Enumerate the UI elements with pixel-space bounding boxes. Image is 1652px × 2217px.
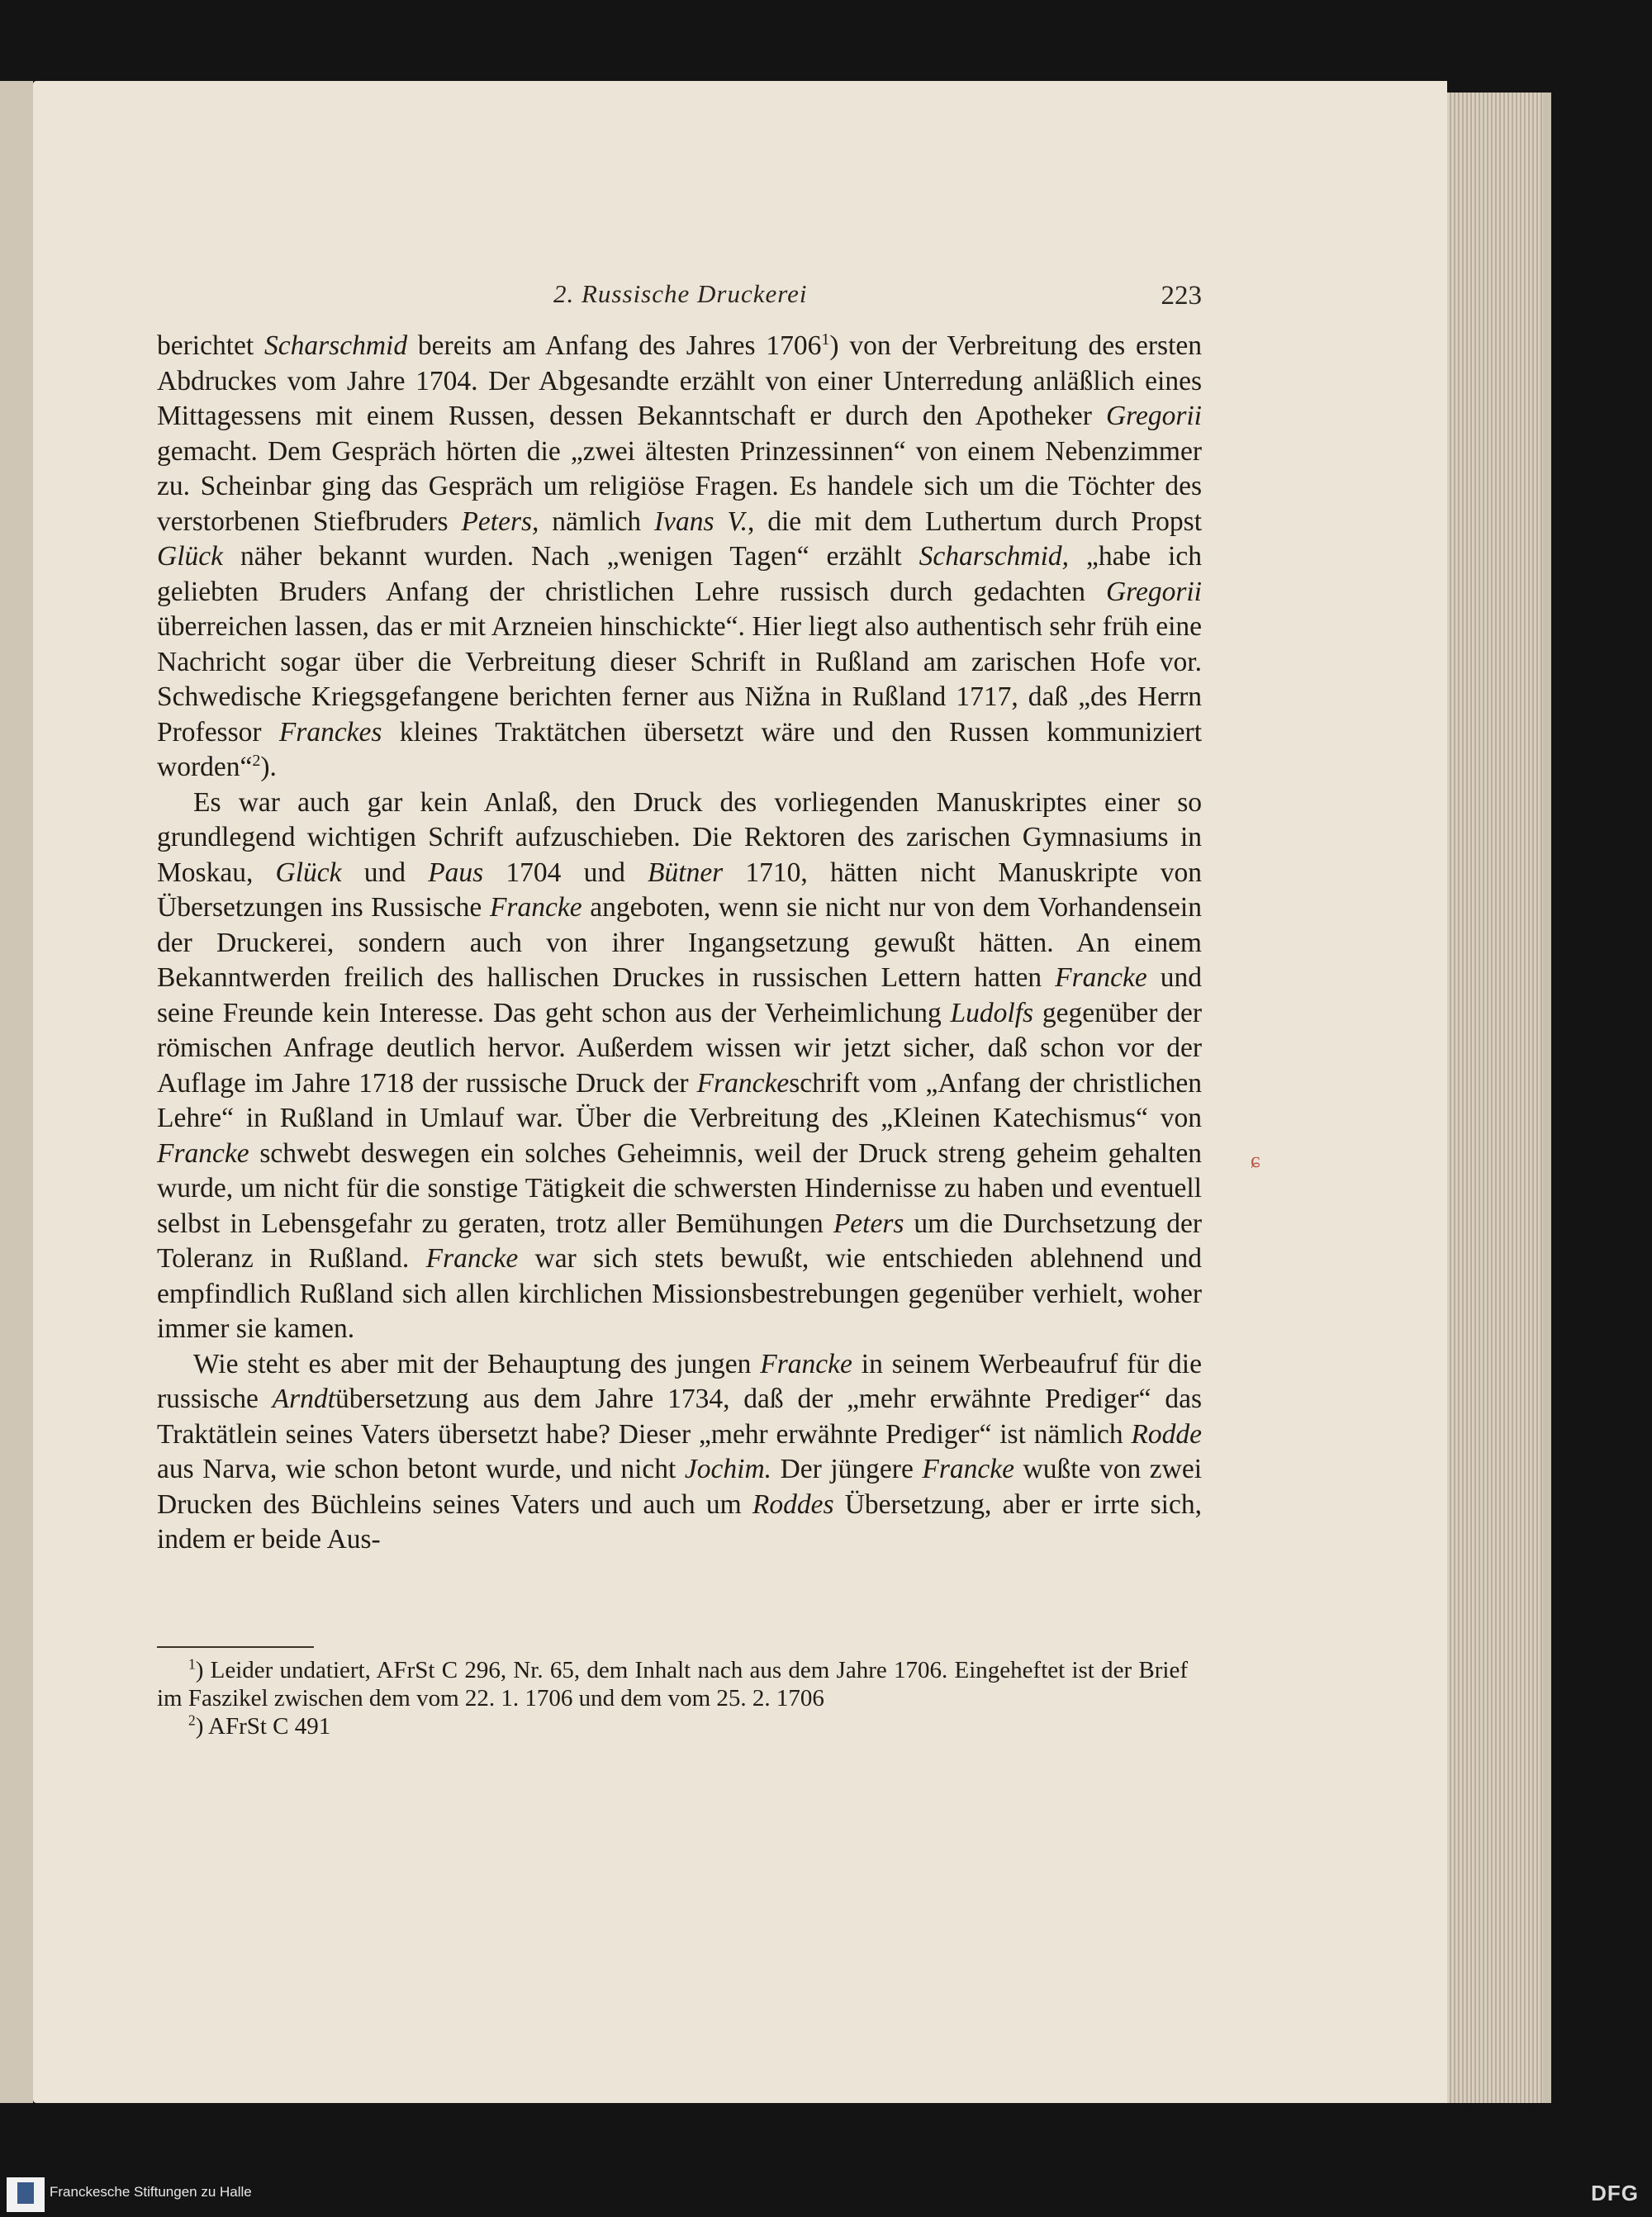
italic-run: Scharschmid, xyxy=(919,541,1070,572)
text-run: schwebt deswegen ein solches Geheimnis, weil der Druck streng geheim gehalten wurde, um nicht für die sonstige Tätigkeit die schwersten Hindernisse zu haben und eventuell selbst in Lebensgefahr zu geraten, trotz aller Bemühungen xyxy=(157,1137,1202,1239)
italic-run: Bütner xyxy=(648,857,724,888)
footer-bar xyxy=(0,2172,1652,2217)
italic-run: Arndt xyxy=(272,1384,335,1414)
book-gutter xyxy=(0,81,33,2103)
italic-run: Francke xyxy=(696,1067,790,1099)
footnote-text: AFrSt C 491 xyxy=(208,1713,331,1740)
text-run: gemacht. Dem Gespräch hörten die „zwei ältesten Prinzessinnen“ von einem Nebenzimmer zu. Scheinbar ging das Gespräch um religiöse Fragen. Es handele sich um die Töchter des verstorbenen Stiefbruders xyxy=(157,435,1202,537)
italic-run: Francke xyxy=(922,1454,1014,1484)
footer-credit: Franckesche Stiftungen zu Halle xyxy=(50,2184,252,2200)
italic-run: Roddes xyxy=(752,1488,834,1520)
page-edges xyxy=(1447,93,1551,2103)
text-run: , die mit dem Luthertum durch Propst xyxy=(747,506,1202,537)
footnote-ref: 1 xyxy=(821,330,830,349)
text-run: Es war auch gar kein Anlaß, den Druck des vorliegenden Manuskriptes einer so grundlegend wichtigen Schrift aufzuschieben. Die Rektoren des zarischen Gymnasiums in Moskau, xyxy=(157,786,1202,888)
paragraph xyxy=(157,329,1202,786)
text-run: und xyxy=(341,857,429,888)
footnote-rule xyxy=(157,1646,314,1648)
footnote-ref: 2 xyxy=(252,751,261,770)
italic-run: Paus xyxy=(428,857,484,888)
text-run: übersetzung aus dem Jahre 1734, daß der „mehr erwähnte Prediger“ das Traktätlein seines Vaters übersetzt habe? Dieser „mehr erwähnte Prediger“ ist nämlich xyxy=(157,1384,1202,1450)
running-title: 2. Russische Druckerei xyxy=(553,279,808,308)
text-run: 1704 und xyxy=(483,857,648,888)
italic-run: Gregorii xyxy=(1105,401,1202,431)
page-number: 223 xyxy=(1161,281,1202,311)
text-run: überreichen lassen, das er mit Arzneien hinschickte“. Hier liegt also authentisch sehr früh eine Nachricht sogar über die Verbreitung dieser Schrift in Rußland am zarischen Hofe vor. Schwedische Kriegsgefangene berichten ferner aus Nižna in Rußland 1717, daß „des Herrn Professor xyxy=(157,611,1202,748)
italic-run: Francke xyxy=(760,1348,852,1379)
text-run: in seinem Werbeaufruf für die russische xyxy=(157,1348,1202,1414)
text-run: angeboten, wenn sie nicht nur von dem Vorhandensein der Druckerei, sondern auch von ihrer Ingangsetzung gewußt hätten. An einem Bekanntwerden freilich des hallischen Druckes in russischen Lettern hatten xyxy=(157,892,1202,993)
footnote: $^1$) Leider undatiert, AFrSt C 296, Nr. 65, dem Inhalt nach aus dem Jahre 1706. Eingeheftet ist der Brief im Faszikel zwischen dem vom 22. 1. 1706 und dem vom 25. 2. 1706 xyxy=(157,1655,1188,1711)
text-run: Der jüngere xyxy=(771,1454,923,1484)
text-run: 1710, hätten nicht Manuskripte von Übersetzungen ins Russische xyxy=(157,857,1203,923)
italic-run: Gregorii xyxy=(1105,576,1202,607)
italic-run: Glück xyxy=(275,857,342,888)
text-run: näher bekannt wurden. Nach „wenigen Tagen“ erzählt xyxy=(223,541,919,572)
text-run: „habe ich geliebten Bruders Anfang der christlichen Lehre russisch durch gedachten xyxy=(157,541,1202,607)
italic-run: Franckes xyxy=(278,716,382,748)
italic-run: Scharschmid xyxy=(264,330,408,361)
text-run: Wie steht es aber mit der Behauptung des jungen xyxy=(193,1348,761,1379)
text-run: ). xyxy=(260,752,277,782)
italic-run: Rodde xyxy=(1131,1418,1202,1450)
text-run: ) von der Verbreitung des ersten Abdruckes vom Jahre 1704. Der Abgesandte erzählt von einer Unterredung anläßlich eines Mittagessens mit einem Russen, dessen Bekanntschaft er durch den Apotheker xyxy=(157,330,1202,431)
footnote-marker: 2 xyxy=(188,1711,196,1729)
italic-run: Ivans V. xyxy=(654,506,748,537)
italic-run: Glück xyxy=(157,541,223,572)
italic-run: Francke xyxy=(157,1137,249,1169)
italic-run: Peters xyxy=(833,1208,904,1239)
italic-run: Ludolfs xyxy=(950,997,1034,1028)
text-run: kleines Traktätchen übersetzt wäre und den Russen kommuniziert worden“ xyxy=(157,716,1202,782)
dfg-logo: DFG xyxy=(1591,2181,1639,2205)
text-run: schrift vom „Anfang der christlichen Lehre“ in Rußland in Umlauf war. Über die Verbreitung des „Kleinen Katechismus“ von xyxy=(157,1067,1202,1133)
paragraph xyxy=(157,1347,1202,1558)
institution-logo xyxy=(7,2177,45,2212)
footnote-marker: 1 xyxy=(188,1655,196,1673)
text-run: und seine Freunde kein Interesse. Das geht schon aus der Verheimlichung xyxy=(157,962,1203,1028)
italic-run: Jochim. xyxy=(684,1454,772,1484)
italic-run: Peters, xyxy=(461,506,539,537)
text-run: nämlich xyxy=(539,506,655,537)
text-run: wußte von zwei Drucken des Büchleins seines Vaters und auch um xyxy=(157,1454,1203,1520)
page-header xyxy=(157,279,1202,320)
body-text xyxy=(157,329,1202,1558)
text-run: war sich stets bewußt, wie entschieden ablehnend und empfindlich Rußland sich allen kirchlichen Missionsbestrebungen gegenüber verhielt, woher immer sie kamen. xyxy=(157,1243,1202,1344)
paragraph xyxy=(157,786,1202,1347)
margin-mark: ɕ xyxy=(1251,1148,1260,1172)
text-run: um die Durchsetzung der Toleranz in Rußland. xyxy=(157,1208,1202,1274)
text-run: bereits am Anfang des Jahres 1706 xyxy=(407,330,822,361)
footnote-text: Leider undatiert, AFrSt C 296, Nr. 65, dem Inhalt nach aus dem Jahre 1706. Eingeheftet ist der Brief im Faszikel zwischen dem vom 22. 1. 1706 und dem vom 25. 2. 1706 xyxy=(157,1657,1188,1711)
text-run: berichtet xyxy=(157,330,265,361)
footnotes xyxy=(157,1656,1188,1740)
italic-run: Francke xyxy=(489,892,582,923)
text-run: Übersetzung, aber er irrte sich, indem er beide Aus- xyxy=(157,1488,1202,1555)
footnote: $^2$) AFrSt C 491 xyxy=(188,1711,331,1740)
text-run: gegenüber der römischen Anfrage deutlich hervor. Außerdem wissen wir jetzt sicher, daß schon vor der Auflage im Jahre 1718 der russische Druck der xyxy=(157,997,1203,1099)
italic-run: Francke xyxy=(425,1243,519,1274)
text-run: aus Narva, wie schon betont wurde, und nicht xyxy=(157,1454,685,1484)
italic-run: Francke xyxy=(1055,962,1147,993)
